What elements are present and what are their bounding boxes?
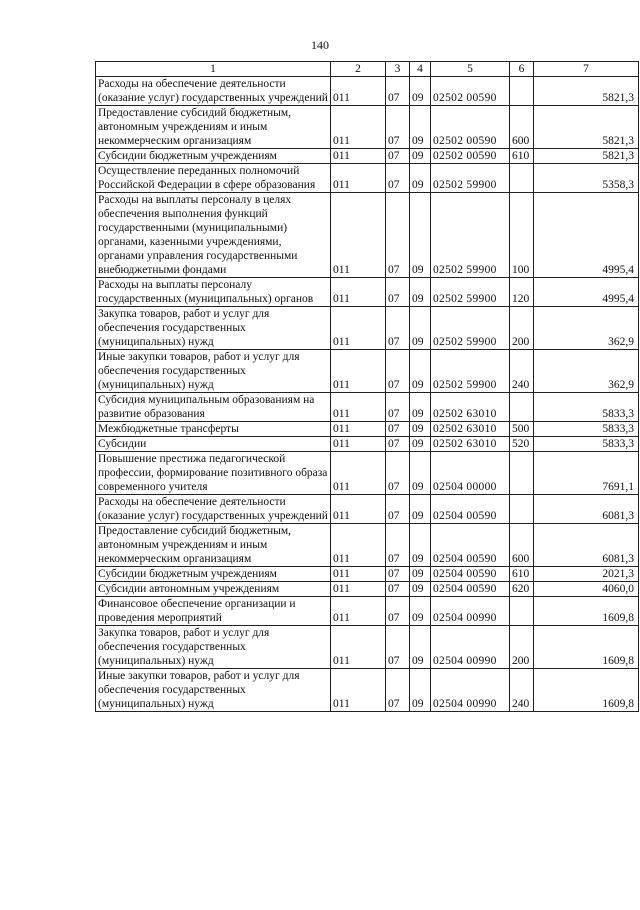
subsection-code: 09 bbox=[410, 422, 431, 437]
table-row bbox=[96, 350, 639, 393]
item-name: Субсидии бюджетным учреждениям bbox=[96, 149, 331, 164]
target-article-code: 02502 59900 bbox=[431, 164, 510, 193]
target-article-code: 02502 59900 bbox=[431, 350, 510, 393]
table-row bbox=[96, 626, 639, 669]
table-row bbox=[96, 582, 639, 597]
subsection-code: 09 bbox=[410, 597, 431, 626]
amount: 362,9 bbox=[534, 307, 639, 350]
target-article-code: 02502 59900 bbox=[431, 307, 510, 350]
subsection-code: 09 bbox=[410, 393, 431, 422]
target-article-code: 02502 59900 bbox=[431, 193, 510, 278]
item-name: Субсидии bbox=[96, 437, 331, 452]
target-article-code: 02504 00990 bbox=[431, 669, 510, 712]
section-code: 07 bbox=[386, 669, 410, 712]
subsection-code: 09 bbox=[410, 452, 431, 495]
amount: 6081,3 bbox=[534, 524, 639, 567]
subsection-code: 09 bbox=[410, 164, 431, 193]
expense-type-code: 610 bbox=[510, 149, 534, 164]
target-article-code: 02504 00590 bbox=[431, 495, 510, 524]
header-cell-1: 1 bbox=[96, 62, 331, 77]
item-name: Иные закупки товаров, работ и услуг для обеспечения государственных (муниципальных) нужд bbox=[96, 669, 331, 712]
section-code: 07 bbox=[386, 393, 410, 422]
item-name: Расходы на обеспечение деятельности (оказание услуг) государственных учреждений bbox=[96, 77, 331, 106]
table-row bbox=[96, 77, 639, 106]
expense-type-code: 120 bbox=[510, 278, 534, 307]
item-name: Предоставление субсидий бюджетным, автономным учреждениям и иным некоммерческим организациям bbox=[96, 106, 331, 149]
amount: 5821,3 bbox=[534, 77, 639, 106]
target-article-code: 02502 63010 bbox=[431, 422, 510, 437]
amount: 4995,4 bbox=[534, 193, 639, 278]
table-row bbox=[96, 193, 639, 278]
target-article-code: 02502 00590 bbox=[431, 77, 510, 106]
expense-type-code: 200 bbox=[510, 307, 534, 350]
item-name: Предоставление субсидий бюджетным, автономным учреждениям и иным некоммерческим организациям bbox=[96, 524, 331, 567]
item-name: Иные закупки товаров, работ и услуг для обеспечения государственных (муниципальных) нужд bbox=[96, 350, 331, 393]
ministry-code: 011 bbox=[331, 307, 386, 350]
header-cell-2: 2 bbox=[331, 62, 386, 77]
ministry-code: 011 bbox=[331, 567, 386, 582]
item-name: Расходы на обеспечение деятельности (оказание услуг) государственных учреждений bbox=[96, 495, 331, 524]
subsection-code: 09 bbox=[410, 350, 431, 393]
item-name: Субсидии автономным учреждениям bbox=[96, 582, 331, 597]
amount: 5833,3 bbox=[534, 393, 639, 422]
table-row bbox=[96, 567, 639, 582]
item-name: Повышение престижа педагогической профессии, формирование позитивного образа современного учителя bbox=[96, 452, 331, 495]
ministry-code: 011 bbox=[331, 495, 386, 524]
expense-type-code: 240 bbox=[510, 350, 534, 393]
subsection-code: 09 bbox=[410, 582, 431, 597]
amount: 5833,3 bbox=[534, 437, 639, 452]
subsection-code: 09 bbox=[410, 77, 431, 106]
amount: 362,9 bbox=[534, 350, 639, 393]
header-cell-3: 3 bbox=[386, 62, 410, 77]
target-article-code: 02504 00000 bbox=[431, 452, 510, 495]
amount: 4995,4 bbox=[534, 278, 639, 307]
subsection-code: 09 bbox=[410, 149, 431, 164]
table-row bbox=[96, 452, 639, 495]
amount: 1609,8 bbox=[534, 597, 639, 626]
expense-type-code bbox=[510, 164, 534, 193]
expense-type-code: 600 bbox=[510, 524, 534, 567]
item-name: Субсидия муниципальным образованиям на развитие образования bbox=[96, 393, 331, 422]
amount: 2021,3 bbox=[534, 567, 639, 582]
table-row bbox=[96, 106, 639, 149]
subsection-code: 09 bbox=[410, 626, 431, 669]
table-row bbox=[96, 524, 639, 567]
amount: 5358,3 bbox=[534, 164, 639, 193]
item-name: Закупка товаров, работ и услуг для обеспечения государственных (муниципальных) нужд bbox=[96, 626, 331, 669]
amount: 1609,8 bbox=[534, 669, 639, 712]
header-row bbox=[96, 62, 639, 77]
item-name: Финансовое обеспечение организации и проведения мероприятий bbox=[96, 597, 331, 626]
item-name: Осуществление переданных полномочий Российской Федерации в сфере образования bbox=[96, 164, 331, 193]
amount: 5821,3 bbox=[534, 106, 639, 149]
ministry-code: 011 bbox=[331, 149, 386, 164]
item-name: Расходы на выплаты персоналу в целях обеспечения выполнения функций государственными (муниципальными) органами, казенными учреждениями, органами управления государственными внебюджетными фондами bbox=[96, 193, 331, 278]
target-article-code: 02502 63010 bbox=[431, 437, 510, 452]
ministry-code: 011 bbox=[331, 77, 386, 106]
subsection-code: 09 bbox=[410, 567, 431, 582]
expense-type-code bbox=[510, 393, 534, 422]
section-code: 07 bbox=[386, 307, 410, 350]
section-code: 07 bbox=[386, 626, 410, 669]
header-cell-4: 4 bbox=[410, 62, 431, 77]
budget-table bbox=[95, 61, 639, 712]
header-cell-6: 6 bbox=[510, 62, 534, 77]
ministry-code: 011 bbox=[331, 452, 386, 495]
subsection-code: 09 bbox=[410, 106, 431, 149]
expense-type-code: 520 bbox=[510, 437, 534, 452]
section-code: 07 bbox=[386, 149, 410, 164]
item-name: Расходы на выплаты персоналу государственных (муниципальных) органов bbox=[96, 278, 331, 307]
expense-type-code: 100 bbox=[510, 193, 534, 278]
expense-type-code bbox=[510, 452, 534, 495]
table-row bbox=[96, 164, 639, 193]
amount: 7691,1 bbox=[534, 452, 639, 495]
subsection-code: 09 bbox=[410, 495, 431, 524]
section-code: 07 bbox=[386, 193, 410, 278]
target-article-code: 02504 00590 bbox=[431, 567, 510, 582]
subsection-code: 09 bbox=[410, 278, 431, 307]
target-article-code: 02504 00590 bbox=[431, 582, 510, 597]
item-name: Субсидии бюджетным учреждениям bbox=[96, 567, 331, 582]
table-row bbox=[96, 422, 639, 437]
ministry-code: 011 bbox=[331, 278, 386, 307]
amount: 4060,0 bbox=[534, 582, 639, 597]
section-code: 07 bbox=[386, 278, 410, 307]
table-row bbox=[96, 437, 639, 452]
expense-type-code bbox=[510, 495, 534, 524]
target-article-code: 02504 00590 bbox=[431, 524, 510, 567]
section-code: 07 bbox=[386, 350, 410, 393]
ministry-code: 011 bbox=[331, 393, 386, 422]
expense-type-code: 240 bbox=[510, 669, 534, 712]
ministry-code: 011 bbox=[331, 437, 386, 452]
amount: 1609,8 bbox=[534, 626, 639, 669]
target-article-code: 02502 00590 bbox=[431, 106, 510, 149]
subsection-code: 09 bbox=[410, 524, 431, 567]
item-name: Межбюджетные трансферты bbox=[96, 422, 331, 437]
ministry-code: 011 bbox=[331, 164, 386, 193]
expense-type-code: 200 bbox=[510, 626, 534, 669]
table-row bbox=[96, 393, 639, 422]
section-code: 07 bbox=[386, 567, 410, 582]
section-code: 07 bbox=[386, 582, 410, 597]
section-code: 07 bbox=[386, 422, 410, 437]
section-code: 07 bbox=[386, 437, 410, 452]
target-article-code: 02502 63010 bbox=[431, 393, 510, 422]
subsection-code: 09 bbox=[410, 193, 431, 278]
section-code: 07 bbox=[386, 164, 410, 193]
ministry-code: 011 bbox=[331, 106, 386, 149]
target-article-code: 02502 00590 bbox=[431, 149, 510, 164]
amount: 5821,3 bbox=[534, 149, 639, 164]
table-row bbox=[96, 495, 639, 524]
target-article-code: 02504 00990 bbox=[431, 626, 510, 669]
amount: 5833,3 bbox=[534, 422, 639, 437]
subsection-code: 09 bbox=[410, 669, 431, 712]
expense-type-code: 610 bbox=[510, 567, 534, 582]
subsection-code: 09 bbox=[410, 437, 431, 452]
header-cell-5: 5 bbox=[431, 62, 510, 77]
expense-type-code: 600 bbox=[510, 106, 534, 149]
table-row bbox=[96, 669, 639, 712]
section-code: 07 bbox=[386, 524, 410, 567]
page-number: 140 bbox=[311, 38, 329, 52]
expense-type-code: 620 bbox=[510, 582, 534, 597]
section-code: 07 bbox=[386, 77, 410, 106]
target-article-code: 02502 59900 bbox=[431, 278, 510, 307]
subsection-code: 09 bbox=[410, 307, 431, 350]
table-row bbox=[96, 278, 639, 307]
ministry-code: 011 bbox=[331, 597, 386, 626]
expense-type-code: 500 bbox=[510, 422, 534, 437]
ministry-code: 011 bbox=[331, 582, 386, 597]
section-code: 07 bbox=[386, 106, 410, 149]
section-code: 07 bbox=[386, 452, 410, 495]
section-code: 07 bbox=[386, 495, 410, 524]
ministry-code: 011 bbox=[331, 626, 386, 669]
ministry-code: 011 bbox=[331, 193, 386, 278]
ministry-code: 011 bbox=[331, 422, 386, 437]
table-row bbox=[96, 307, 639, 350]
expense-type-code bbox=[510, 597, 534, 626]
item-name: Закупка товаров, работ и услуг для обеспечения государственных (муниципальных) нужд bbox=[96, 307, 331, 350]
target-article-code: 02504 00990 bbox=[431, 597, 510, 626]
table-row bbox=[96, 597, 639, 626]
section-code: 07 bbox=[386, 597, 410, 626]
table-row bbox=[96, 149, 639, 164]
ministry-code: 011 bbox=[331, 350, 386, 393]
amount: 6081,3 bbox=[534, 495, 639, 524]
ministry-code: 011 bbox=[331, 669, 386, 712]
ministry-code: 011 bbox=[331, 524, 386, 567]
header-cell-7: 7 bbox=[534, 62, 639, 77]
expense-type-code bbox=[510, 77, 534, 106]
